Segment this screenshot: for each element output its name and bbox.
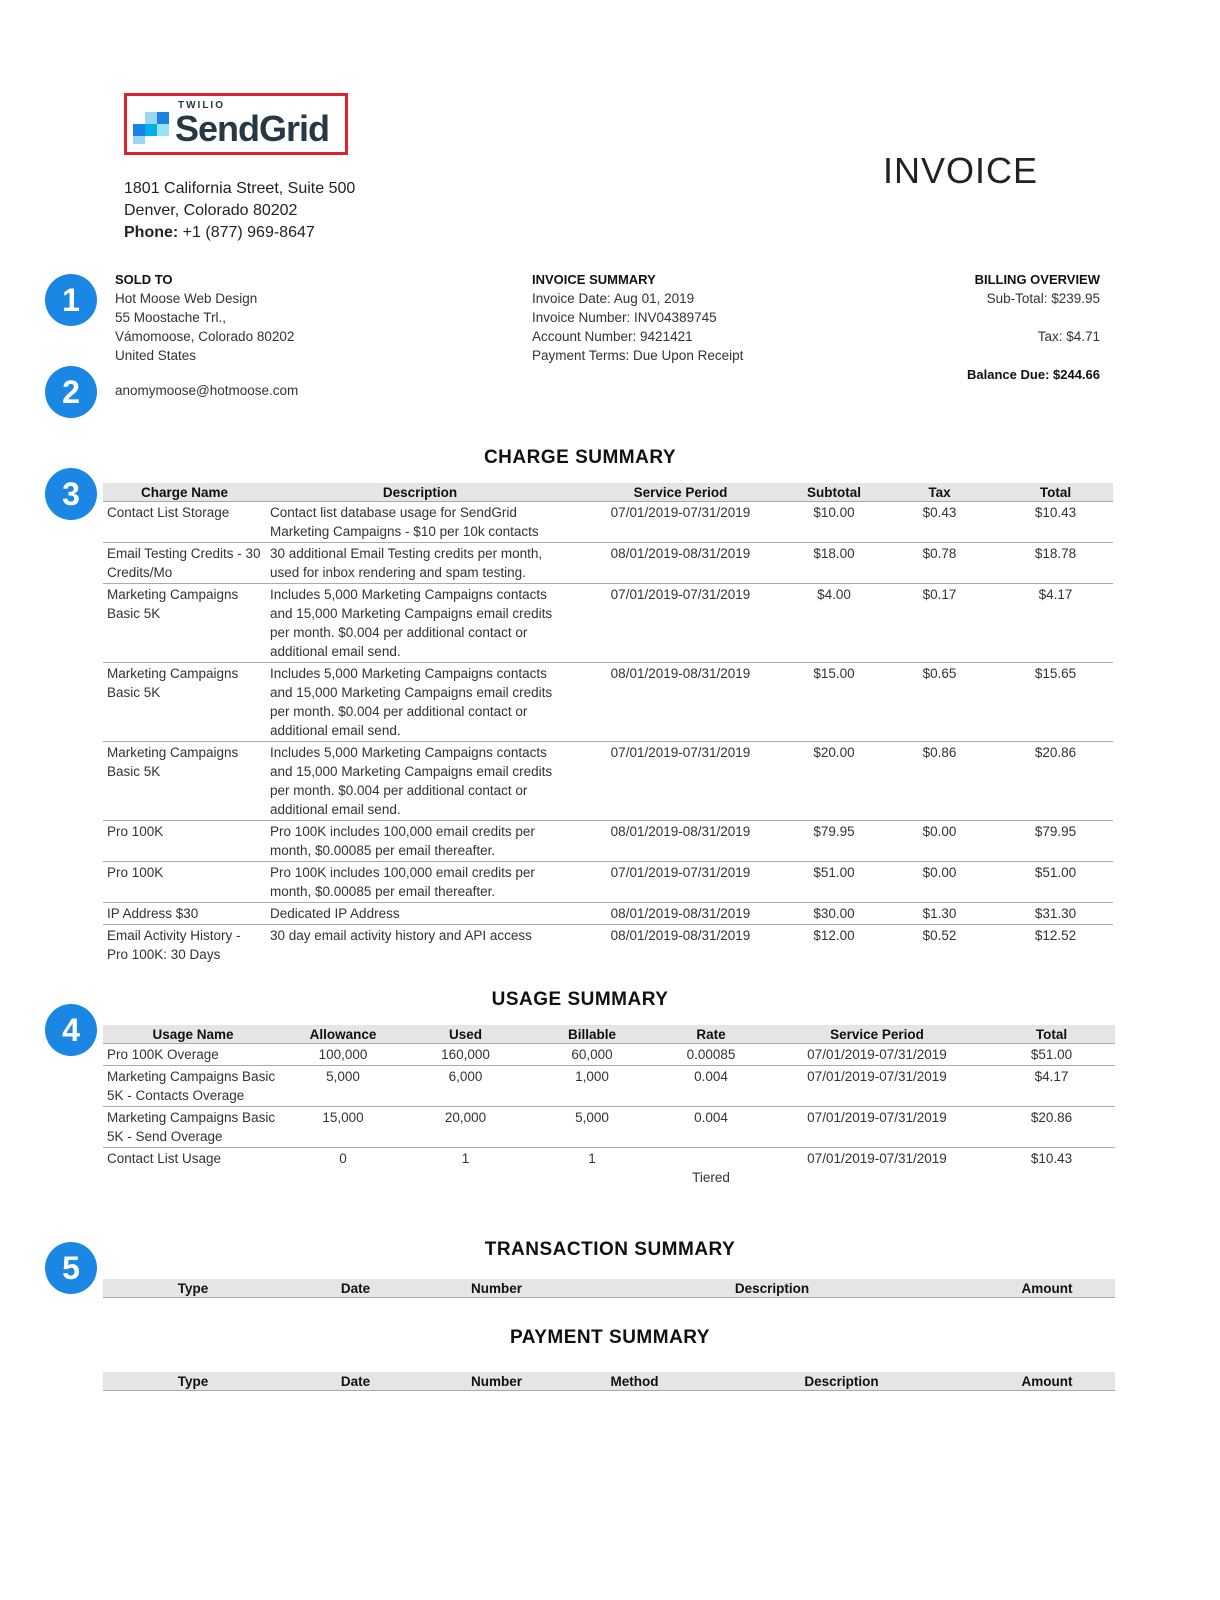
used-cell: 1 (461, 1151, 470, 1166)
charge-name-cell: Marketing Campaigns Basic 5K (103, 742, 266, 821)
callout-badge-2: 2 (45, 366, 97, 418)
charge-summary-header-charge-name: Charge Name (103, 483, 266, 502)
total-cell: $20.86 (988, 1107, 1115, 1148)
callout-badge-3: 3 (45, 468, 97, 520)
logo-twilio-text: TWILIO (178, 100, 225, 111)
total-cell: $18.78 (998, 543, 1113, 584)
subtotal-cell: $15.00 (787, 663, 881, 742)
sold-to-country: United States (115, 348, 197, 363)
service-period-cell: 08/01/2019-08/31/2019 (574, 543, 787, 584)
transaction-summary-title: TRANSACTION SUMMARY (484, 1239, 736, 1260)
company-street: 1801 California Street, Suite 500 (124, 180, 356, 197)
company-city: Denver, Colorado 80202 (124, 202, 298, 219)
service-period-cell: 08/01/2019-08/31/2019 (574, 821, 787, 862)
tax-cell: $0.65 (881, 663, 998, 742)
used-cell: 20,000 (403, 1107, 528, 1148)
charge-name-cell: Contact List Storage (103, 502, 266, 543)
total-cell: $31.30 (998, 903, 1113, 925)
rate-cell: 0.00085 (656, 1044, 766, 1066)
description-cell: 30 additional Email Testing credits per month, used for inbox rendering and spam testing. (266, 543, 574, 584)
table-row (103, 1148, 1115, 1189)
service-period-cell: 07/01/2019-07/31/2019 (574, 502, 787, 543)
transaction-summary-header-amount: Amount (979, 1279, 1115, 1298)
subtotal-cell: $79.95 (787, 821, 881, 862)
service-period-cell: 08/01/2019-08/31/2019 (574, 903, 787, 925)
charge-name-cell: Pro 100K (103, 862, 266, 903)
total-cell: $10.43 (998, 502, 1113, 543)
charge-name-cell: IP Address $30 (103, 903, 266, 925)
usage-summary-header-billable: Billable (528, 1025, 656, 1044)
allowance-cell: 5,000 (283, 1066, 403, 1107)
service-period-cell: 07/01/2019-07/31/2019 (766, 1066, 988, 1107)
table-row (103, 903, 1113, 925)
description-cell: Includes 5,000 Marketing Campaigns contacts and 15,000 Marketing Campaigns email credits per month. $0.004 per additional contact or additional email send. (266, 584, 574, 663)
billing-overview-block (967, 270, 1100, 384)
table-row (103, 821, 1113, 862)
table-row (103, 584, 1113, 663)
billable-cell: 60,000 (528, 1044, 656, 1066)
description-cell: Contact list database usage for SendGrid Marketing Campaigns - $10 per 10k contacts (266, 502, 574, 543)
payment-summary-header-date: Date (283, 1372, 428, 1391)
charge-name-cell: Email Activity History - Pro 100K: 30 Days (107, 928, 241, 962)
transaction-summary-header-description: Description (565, 1279, 979, 1298)
table-row (103, 543, 1113, 584)
description-cell: Pro 100K includes 100,000 email credits per month, $0.00085 per email thereafter. (266, 821, 574, 862)
payment-summary-table (103, 1372, 1115, 1391)
payment-summary-title: PAYMENT SUMMARY (510, 1327, 710, 1348)
total-cell: $4.17 (998, 584, 1113, 663)
invoice-summary-heading: INVOICE SUMMARY (532, 272, 656, 287)
charge-name-cell: Pro 100K (103, 821, 266, 862)
total-cell: $15.65 (998, 663, 1113, 742)
rate-cell: 0.004 (656, 1066, 766, 1107)
usage-summary-header-service-period: Service Period (766, 1025, 988, 1044)
sendgrid-logo-icon (133, 110, 173, 144)
usage-summary-table (103, 1025, 1115, 1188)
table-row (103, 502, 1113, 543)
billable-cell: 1,000 (528, 1066, 656, 1107)
total-cell: $12.52 (1034, 928, 1077, 943)
usage-summary-title: USAGE SUMMARY (491, 989, 669, 1010)
allowance-cell: 15,000 (283, 1107, 403, 1148)
subtotal-cell: $51.00 (787, 862, 881, 903)
phone-label: Phone: (124, 224, 179, 241)
total-cell: $20.86 (998, 742, 1113, 821)
service-period-cell: 07/01/2019-07/31/2019 (574, 742, 787, 821)
table-row (103, 663, 1113, 742)
balance-due: Balance Due: $244.66 (967, 367, 1100, 382)
service-period-cell: 07/01/2019-07/31/2019 (766, 1044, 988, 1066)
page-title: INVOICE (883, 150, 1039, 191)
usage-name-cell: Contact List Usage (107, 1151, 222, 1166)
allowance-cell: 100,000 (283, 1044, 403, 1066)
billable-cell: 1 (588, 1151, 596, 1166)
service-period-cell: 07/01/2019-07/31/2019 (807, 1151, 947, 1166)
sold-to-name: Hot Moose Web Design (115, 291, 258, 306)
invoice-number: Invoice Number: INV04389745 (532, 310, 717, 325)
billing-subtotal: Sub-Total: $239.95 (986, 291, 1100, 306)
subtotal-cell: $18.00 (787, 543, 881, 584)
service-period-cell: 08/01/2019-08/31/2019 (610, 928, 751, 943)
description-cell: Pro 100K includes 100,000 email credits per month, $0.00085 per email thereafter. (266, 862, 574, 903)
table-row (103, 1066, 1115, 1107)
usage-summary-header-used: Used (403, 1025, 528, 1044)
tax-cell: $1.30 (881, 903, 998, 925)
service-period-cell: 08/01/2019-08/31/2019 (574, 663, 787, 742)
charge-summary-title: CHARGE SUMMARY (483, 447, 677, 468)
company-logo (124, 93, 348, 155)
phone-number: +1 (877) 969-8647 (182, 224, 315, 241)
charge-summary-table (103, 483, 1113, 965)
transaction-summary-header-date: Date (283, 1279, 428, 1298)
rate-cell: 0.004 (656, 1107, 766, 1148)
callout-badge-4: 4 (45, 1004, 97, 1056)
transaction-summary-header-type: Type (103, 1279, 283, 1298)
sold-to-city: Vámomoose, Colorado 80202 (115, 329, 295, 344)
usage-name-cell: Pro 100K Overage (103, 1044, 283, 1066)
tax-cell: $0.86 (881, 742, 998, 821)
payment-summary-header-amount: Amount (979, 1372, 1115, 1391)
service-period-cell: 07/01/2019-07/31/2019 (766, 1107, 988, 1148)
billing-tax: Tax: $4.71 (1037, 329, 1100, 344)
table-row (103, 925, 1113, 966)
callout-badge-1: 1 (45, 274, 97, 326)
table-row (103, 742, 1113, 821)
used-cell: 160,000 (403, 1044, 528, 1066)
charge-name-cell: Marketing Campaigns Basic 5K (103, 663, 266, 742)
billable-cell: 5,000 (528, 1107, 656, 1148)
tax-cell: $0.78 (881, 543, 998, 584)
allowance-cell: 0 (339, 1151, 347, 1166)
logo-brand-text: SendGrid (175, 108, 330, 149)
usage-summary-header-usage-name: Usage Name (103, 1025, 283, 1044)
total-cell: $4.17 (988, 1066, 1115, 1107)
subtotal-cell: $20.00 (787, 742, 881, 821)
sold-to-heading: SOLD TO (115, 272, 173, 287)
tax-cell: $0.00 (881, 862, 998, 903)
usage-name-cell: Marketing Campaigns Basic 5K - Contacts Overage (103, 1066, 283, 1107)
tax-cell: $0.43 (881, 502, 998, 543)
usage-name-cell: Marketing Campaigns Basic 5K - Send Overage (103, 1107, 283, 1148)
company-phone (124, 222, 355, 244)
charge-summary-header-total: Total (998, 483, 1113, 502)
payment-summary-header-description: Description (704, 1372, 979, 1391)
table-row (103, 1044, 1115, 1066)
charge-summary-header-service-period: Service Period (574, 483, 787, 502)
subtotal-cell: $10.00 (787, 502, 881, 543)
callout-badge-5: 5 (45, 1242, 97, 1294)
payment-summary-header-method: Method (565, 1372, 704, 1391)
invoice-summary-block (532, 270, 743, 365)
subtotal-cell: $30.00 (787, 903, 881, 925)
usage-summary-header-rate: Rate (656, 1025, 766, 1044)
sold-to-street: 55 Moostache Trl., (115, 310, 227, 325)
usage-summary-header-allowance: Allowance (283, 1025, 403, 1044)
company-address (124, 178, 355, 244)
charge-summary-header-description: Description (266, 483, 574, 502)
description-cell: Includes 5,000 Marketing Campaigns contacts and 15,000 Marketing Campaigns email credits per month. $0.004 per additional contact or additional email send. (266, 663, 574, 742)
invoice-date: Invoice Date: Aug 01, 2019 (532, 291, 695, 306)
account-number: Account Number: 9421421 (532, 329, 693, 344)
tax-cell: $0.00 (881, 821, 998, 862)
table-row (103, 862, 1113, 903)
sold-to-email: anomymoose@hotmoose.com (115, 383, 299, 398)
total-cell: $79.95 (998, 821, 1113, 862)
charge-summary-header-subtotal: Subtotal (787, 483, 881, 502)
service-period-cell: 07/01/2019-07/31/2019 (574, 584, 787, 663)
service-period-cell: 07/01/2019-07/31/2019 (574, 862, 787, 903)
transaction-summary-table (103, 1279, 1115, 1298)
used-cell: 6,000 (403, 1066, 528, 1107)
total-cell: $51.00 (998, 862, 1113, 903)
rate-cell: Tiered (692, 1170, 730, 1185)
tax-cell: $0.17 (881, 584, 998, 663)
charge-summary-header-tax: Tax (881, 483, 998, 502)
billing-overview-heading: BILLING OVERVIEW (974, 272, 1100, 287)
payment-summary-header-type: Type (103, 1372, 283, 1391)
payment-terms: Payment Terms: Due Upon Receipt (532, 348, 744, 363)
usage-summary-header-total: Total (988, 1025, 1115, 1044)
sold-to-block (115, 270, 294, 365)
description-cell: Includes 5,000 Marketing Campaigns contacts and 15,000 Marketing Campaigns email credits per month. $0.004 per additional contact or additional email send. (266, 742, 574, 821)
transaction-summary-header-number: Number (428, 1279, 565, 1298)
description-cell: 30 day email activity history and API access (270, 928, 532, 943)
charge-name-cell: Email Testing Credits - 30 Credits/Mo (103, 543, 266, 584)
payment-summary-header-number: Number (428, 1372, 565, 1391)
total-cell: $10.43 (1030, 1151, 1073, 1166)
subtotal-cell: $4.00 (787, 584, 881, 663)
table-row (103, 1107, 1115, 1148)
description-cell: Dedicated IP Address (266, 903, 574, 925)
charge-name-cell: Marketing Campaigns Basic 5K (103, 584, 266, 663)
total-cell: $51.00 (988, 1044, 1115, 1066)
tax-cell: $0.52 (922, 928, 957, 943)
subtotal-cell: $12.00 (813, 928, 855, 943)
